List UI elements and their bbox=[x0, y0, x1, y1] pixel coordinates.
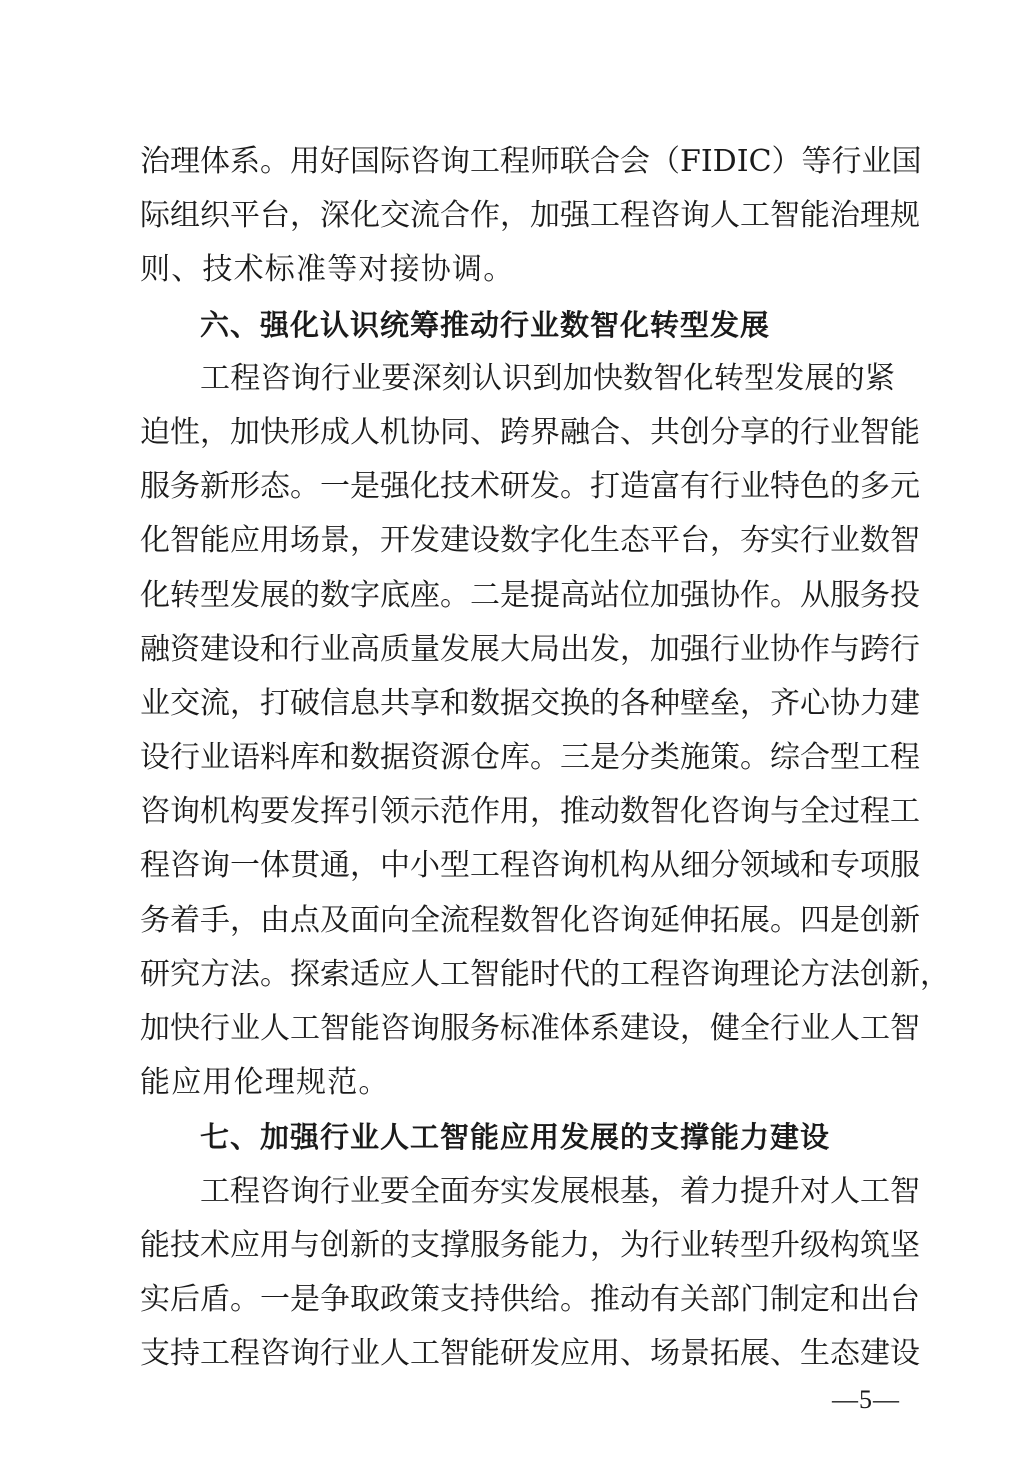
document-body bbox=[140, 135, 950, 1381]
body-text-line: 咨询机构要发挥引领示范作用，推动数智化咨询与全过程工 bbox=[140, 794, 920, 830]
body-text-line: 迫性，加快形成人机协同、跨界融合、共创分享的行业智能 bbox=[140, 414, 920, 450]
body-text-line: 治理体系。用好国际咨询工程师联合会（FIDIC）等行业国 bbox=[140, 144, 922, 179]
body-text-line: 业交流，打破信息共享和数据交换的各种壁垒，齐心协力建 bbox=[140, 685, 920, 721]
body-text-line: 务着手，由点及面向全流程数智化咨询延伸拓展。四是创新 bbox=[140, 902, 920, 938]
body-text-line: 则、技术标准等对接协调。 bbox=[140, 252, 515, 288]
page-number: —5— bbox=[832, 1385, 900, 1414]
body-text-line: 程咨询一体贯通，中小型工程咨询机构从细分领域和专项服 bbox=[140, 848, 920, 884]
body-text-line: 设行业语料库和数据资源仓库。三是分类施策。综合型工程 bbox=[140, 740, 920, 776]
body-text-line: 研究方法。探索适应人工智能时代的工程咨询理论方法创新， bbox=[140, 956, 950, 992]
body-text-line: 服务新形态。一是强化技术研发。打造富有行业特色的多元 bbox=[140, 469, 920, 505]
section-heading-6: 六、强化认识统筹推动行业数智化转型发展 bbox=[200, 307, 771, 342]
body-text-line: 加快行业人工智能咨询服务标准体系建设，健全行业人工智 bbox=[140, 1011, 920, 1046]
body-text-line: 支持工程咨询行业人工智能研发应用、场景拓展、生态建设 bbox=[140, 1336, 920, 1372]
body-text-line: 实后盾。一是争取政策支持供给。推动有关部门制定和出台 bbox=[140, 1281, 920, 1317]
section-heading-7: 七、加强行业人工智能应用发展的支撑能力建设 bbox=[200, 1120, 831, 1155]
body-text-line: 化转型发展的数字底座。二是提高站位加强协作。从服务投 bbox=[140, 577, 920, 613]
body-text-line: 能应用伦理规范。 bbox=[140, 1065, 390, 1101]
paragraph-first-line: 工程咨询行业要全面夯实发展根基，着力提升对人工智 bbox=[200, 1173, 920, 1209]
body-text-line: 化智能应用场景，开发建设数字化生态平台，夯实行业数智 bbox=[140, 523, 920, 559]
body-text-line: 能技术应用与创新的支撑服务能力，为行业转型升级构筑坚 bbox=[140, 1227, 920, 1263]
paragraph-first-line: 工程咨询行业要深刻认识到加快数智化转型发展的紧 bbox=[200, 360, 895, 396]
body-text-line: 际组织平台，深化交流合作，加强工程咨询人工智能治理规 bbox=[140, 198, 920, 234]
body-text-line: 融资建设和行业高质量发展大局出发，加强行业协作与跨行 bbox=[140, 631, 920, 667]
